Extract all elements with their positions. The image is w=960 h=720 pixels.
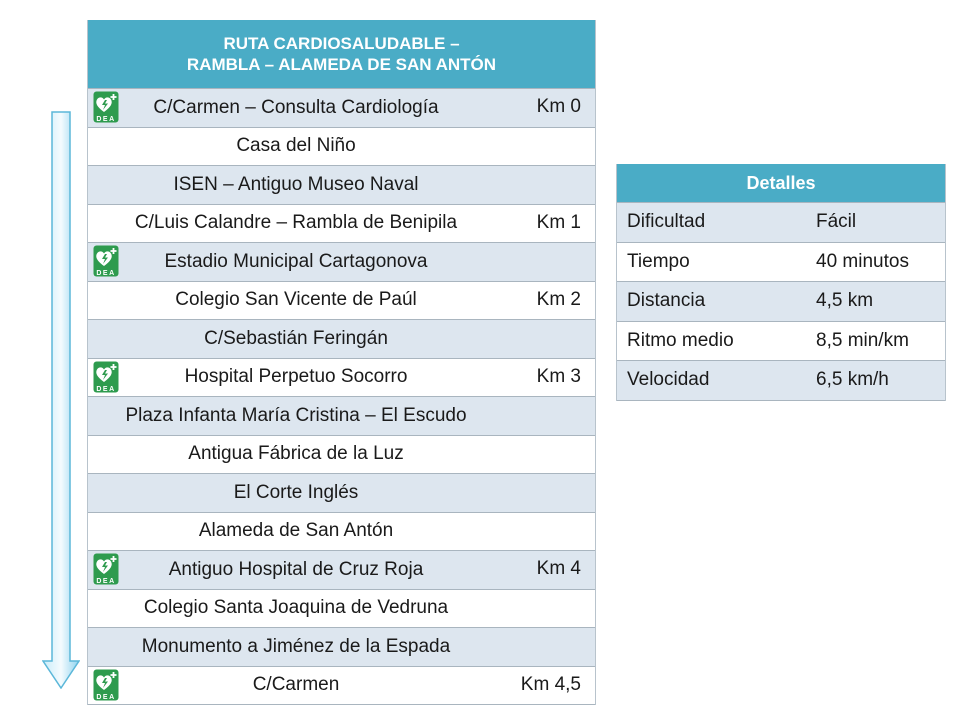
route-stop-km: Km 0 xyxy=(536,96,581,117)
details-value: 8,5 min/km xyxy=(816,329,909,351)
route-title-line1: RUTA CARDIOSALUDABLE – xyxy=(223,34,460,53)
details-table-header: Detalles xyxy=(617,164,945,202)
route-stop-km: Km 4 xyxy=(536,558,581,579)
svg-text:DEA: DEA xyxy=(96,116,116,123)
details-value: Fácil xyxy=(816,211,857,232)
route-stop-row xyxy=(88,204,595,243)
details-label: Ritmo medio xyxy=(627,329,734,351)
route-stop-row xyxy=(88,88,595,127)
route-stop-name: ISEN – Antiguo Museo Naval xyxy=(173,173,419,195)
route-stop-row xyxy=(88,550,595,589)
details-label: Tiempo xyxy=(627,250,690,272)
details-label: Velocidad xyxy=(627,369,710,390)
svg-text:DEA: DEA xyxy=(96,578,116,585)
route-stop-row xyxy=(88,165,595,204)
details-value: 4,5 km xyxy=(816,290,874,311)
route-stop-name: C/Carmen xyxy=(252,674,340,696)
details-row xyxy=(617,202,945,242)
route-stop-km: Km 4,5 xyxy=(520,673,581,695)
details-label: Distancia xyxy=(627,290,706,311)
route-stop-row xyxy=(88,358,595,397)
route-stop-name: Antiguo Hospital de Cruz Roja xyxy=(168,558,424,580)
route-stop-row xyxy=(88,242,595,281)
route-stop-name: C/Luis Calandre – Rambla de Benipila xyxy=(134,212,458,234)
route-table-header xyxy=(88,20,595,88)
svg-text:DEA: DEA xyxy=(96,693,116,701)
route-stop-km: Km 1 xyxy=(536,211,581,233)
details-table xyxy=(616,164,946,401)
svg-text:DEA: DEA xyxy=(96,270,116,277)
svg-text:DEA: DEA xyxy=(96,385,116,393)
route-stop-name: Casa del Niño xyxy=(236,135,356,157)
route-stop-name: C/Carmen – Consulta Cardiología xyxy=(153,96,439,118)
route-stop-name: Monumento a Jiménez de la Espada xyxy=(141,635,451,657)
details-row xyxy=(617,281,945,321)
route-direction-arrow-icon xyxy=(42,111,80,689)
route-title-line2: RAMBLA – ALAMEDA DE SAN ANTÓN xyxy=(186,55,497,74)
route-stop-km: Km 3 xyxy=(536,365,581,387)
route-table xyxy=(87,20,596,705)
route-stop-name: C/Sebastián Feringán xyxy=(204,327,388,349)
route-stop-name: Antigua Fábrica de la Luz xyxy=(188,443,404,465)
details-value: 6,5 km/h xyxy=(816,369,889,390)
route-stop-name: Estadio Municipal Cartagonova xyxy=(164,250,428,272)
details-row xyxy=(617,321,945,361)
details-row xyxy=(617,360,945,401)
route-stop-name: Hospital Perpetuo Socorro xyxy=(184,366,408,388)
route-stop-name: Colegio Santa Joaquina de Vedruna xyxy=(143,597,449,619)
route-stop-row xyxy=(88,396,595,435)
route-stop-name: El Corte Inglés xyxy=(233,481,359,503)
route-stop-row xyxy=(88,319,595,358)
route-stop-row xyxy=(88,589,595,628)
route-stop-row xyxy=(88,512,595,551)
details-label: Dificultad xyxy=(627,211,706,232)
route-stop-row xyxy=(88,666,595,706)
details-row xyxy=(617,242,945,282)
route-stop-row xyxy=(88,473,595,512)
route-stop-row xyxy=(88,435,595,474)
route-stop-km: Km 2 xyxy=(536,288,581,310)
route-stop-row xyxy=(88,127,595,166)
route-stop-row xyxy=(88,281,595,320)
route-stop-name: Alameda de San Antón xyxy=(198,520,394,542)
details-value: 40 minutos xyxy=(816,250,909,272)
route-stop-name: Plaza Infanta María Cristina – El Escudo xyxy=(125,404,467,426)
route-stop-row xyxy=(88,627,595,666)
route-stop-name: Colegio San Vicente de Paúl xyxy=(175,289,417,311)
